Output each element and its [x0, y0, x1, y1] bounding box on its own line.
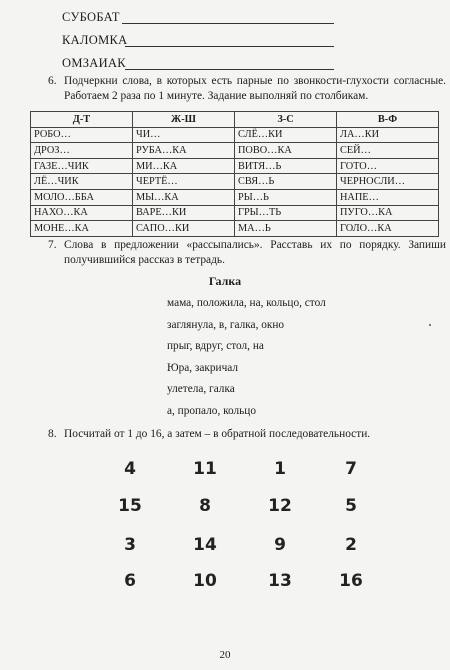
fill-row [62, 33, 334, 49]
count-number: 16 [339, 571, 363, 591]
table-cell: МА…Ь [235, 221, 337, 237]
count-number: 2 [345, 535, 357, 555]
table-row [31, 221, 439, 237]
count-number: 1 [274, 459, 286, 479]
table-row [31, 205, 439, 221]
table-cell: СЕЙ… [337, 143, 439, 159]
count-number: 6 [124, 571, 136, 591]
table-header-row [31, 112, 439, 128]
column-header: Д-Т [31, 112, 133, 128]
task-number: 6. [48, 75, 57, 87]
task-instruction: Подчеркни слова, в которых есть парные по звонкости-глухости согласные. Работаем 2 раза по 1 минуте. Задание выполняй по столбикам. [64, 75, 446, 102]
table-cell: НАПЕ… [337, 189, 439, 205]
count-number: 4 [124, 459, 136, 479]
table-cell: ЧИ… [133, 127, 235, 143]
scrambled-word: КАЛОМКА [62, 33, 128, 47]
count-number: 8 [199, 496, 211, 516]
task-6 [48, 74, 446, 104]
fill-row [62, 10, 334, 26]
table-cell: ГАЗЕ…ЧИК [31, 158, 133, 174]
table-cell: МИ…КА [133, 158, 235, 174]
task-instruction: Слова в предложении «рассыпались». Расставь их по порядку. Запиши получившийся рассказ в тетрадь. [64, 239, 446, 266]
story-line: мама, положила, на, кольцо, стол [167, 297, 326, 309]
table-cell: СВЯ…Ь [235, 174, 337, 190]
table-row [31, 158, 439, 174]
table-cell: РЫ…Ь [235, 189, 337, 205]
table-cell: САПО…КИ [133, 221, 235, 237]
story-line: а, пропало, кольцо [167, 404, 256, 417]
count-number: 7 [345, 459, 357, 479]
count-number: 10 [193, 571, 217, 591]
scrambled-word: СУБОБАТ [62, 10, 120, 24]
task-instruction: Посчитай от 1 до 16, а затем – в обратной последовательности. [64, 428, 371, 440]
word-table [30, 111, 439, 237]
story-line: прыг, вдруг, стол, на [167, 340, 264, 352]
story-line: Юра, закричал [167, 361, 239, 374]
count-number: 3 [124, 535, 136, 555]
table-cell: НАХО…КА [31, 205, 133, 221]
column-header: З-С [235, 112, 337, 128]
table-cell: СЛЁ…КИ [235, 127, 337, 143]
count-number: 15 [118, 496, 142, 516]
column-header: В-Ф [337, 112, 439, 128]
story-line: заглянула, в, галка, окно [167, 318, 285, 331]
scrambled-word: ОМЗАИАК [62, 56, 126, 70]
task-8 [48, 427, 446, 442]
table-cell: ЧЕРТЁ… [133, 174, 235, 190]
table-cell: МОНЕ…КА [31, 221, 133, 237]
task-number: 8. [48, 428, 57, 440]
table-cell: ГОТО… [337, 158, 439, 174]
table-cell: МОЛО…ББА [31, 189, 133, 205]
table-cell: РОБО… [31, 127, 133, 143]
story-line: улетела, галка [167, 383, 235, 395]
count-number: 9 [274, 535, 286, 555]
table-row [31, 143, 439, 159]
table-cell: ПУГО…КА [337, 205, 439, 221]
story-lines [167, 297, 326, 426]
answer-line [125, 46, 334, 47]
table-row [31, 189, 439, 205]
count-number: 11 [193, 459, 217, 479]
answer-line [122, 23, 334, 24]
fill-row [62, 56, 334, 72]
task-7 [48, 238, 446, 268]
table-row [31, 174, 439, 190]
table-cell: ПОВО…КА [235, 143, 337, 159]
table-cell: ЛА…КИ [337, 127, 439, 143]
table-row [31, 127, 439, 143]
count-number: 12 [268, 496, 292, 516]
table-cell: ЛЁ…ЧИК [31, 174, 133, 190]
table-cell: МЫ…КА [133, 189, 235, 205]
speck [429, 324, 431, 326]
column-header: Ж-Ш [133, 112, 235, 128]
task-number: 7. [48, 239, 57, 251]
table-cell: ВАРЕ…КИ [133, 205, 235, 221]
table-cell: РУБА…КА [133, 143, 235, 159]
table-cell: ДРОЗ… [31, 143, 133, 159]
story-title: Галка [208, 274, 242, 288]
table-cell: ГРЫ…ТЬ [235, 205, 337, 221]
table-cell: ВИТЯ…Ь [235, 158, 337, 174]
page-number: 20 [219, 649, 231, 661]
count-number: 14 [193, 535, 217, 555]
table-cell: ГОЛО…КА [337, 221, 439, 237]
answer-line [125, 69, 334, 70]
count-number: 5 [345, 496, 357, 516]
count-number: 13 [268, 571, 292, 591]
table-cell: ЧЕРНОСЛИ… [337, 174, 439, 190]
